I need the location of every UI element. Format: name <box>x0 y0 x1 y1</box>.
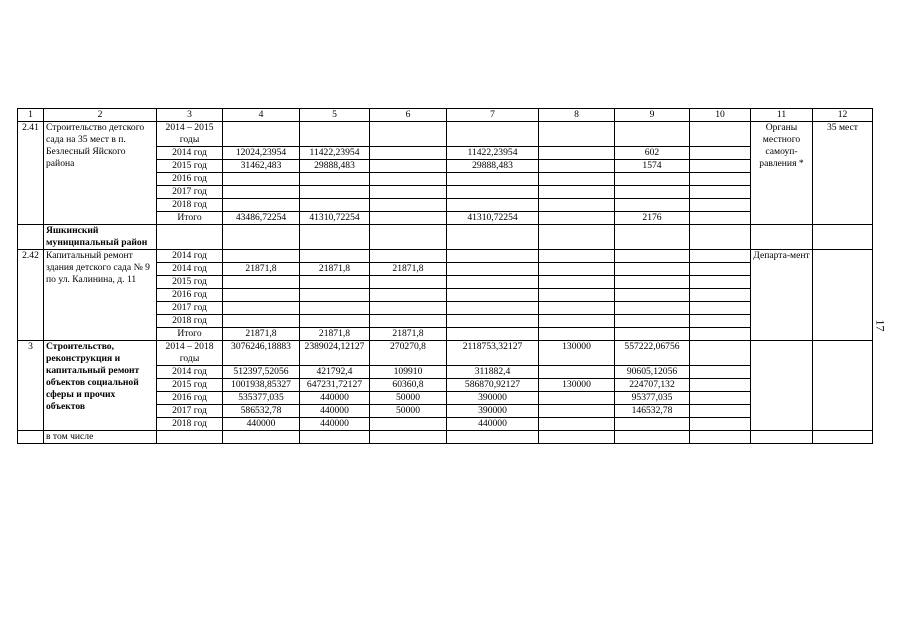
empty-cell <box>690 250 751 263</box>
amount-cell <box>447 199 539 212</box>
column-header: 1 <box>18 109 44 122</box>
amount-cell <box>615 328 690 341</box>
empty-cell <box>690 263 751 276</box>
including-label: в том числе <box>44 431 157 444</box>
amount-cell <box>539 186 615 199</box>
empty-cell <box>690 212 751 225</box>
row-number: 2.41 <box>18 122 44 225</box>
amount-cell: 557222,06756 <box>615 341 690 366</box>
amount-cell: 21871,8 <box>300 263 370 276</box>
amount-cell <box>370 173 447 186</box>
amount-cell: 21871,8 <box>370 328 447 341</box>
empty-cell <box>539 225 615 250</box>
amount-cell: 440000 <box>447 418 539 431</box>
amount-cell <box>539 418 615 431</box>
empty-cell <box>690 418 751 431</box>
amount-cell <box>539 405 615 418</box>
amount-cell <box>615 418 690 431</box>
amount-cell: 311882,4 <box>447 366 539 379</box>
empty-cell <box>690 289 751 302</box>
amount-cell <box>370 250 447 263</box>
empty-cell <box>615 431 690 444</box>
period-cell: Итого <box>157 212 223 225</box>
amount-cell: 647231,72127 <box>300 379 370 392</box>
empty-cell <box>690 225 751 250</box>
amount-cell <box>300 122 370 147</box>
footer-row <box>18 431 873 444</box>
amount-cell: 440000 <box>300 418 370 431</box>
empty-cell <box>690 173 751 186</box>
amount-cell <box>539 289 615 302</box>
empty-cell <box>690 315 751 328</box>
empty-cell <box>157 431 223 444</box>
amount-cell: 109910 <box>370 366 447 379</box>
amount-cell <box>447 186 539 199</box>
period-cell: 2014 – 2015 годы <box>157 122 223 147</box>
column-header: 7 <box>447 109 539 122</box>
amount-cell: 602 <box>615 147 690 160</box>
amount-cell: 29888,483 <box>447 160 539 173</box>
amount-cell: 29888,483 <box>300 160 370 173</box>
empty-cell <box>690 328 751 341</box>
amount-cell <box>223 173 300 186</box>
amount-cell <box>539 122 615 147</box>
amount-cell <box>539 302 615 315</box>
amount-cell <box>447 328 539 341</box>
amount-cell <box>615 186 690 199</box>
amount-cell <box>223 186 300 199</box>
amount-cell <box>447 263 539 276</box>
item-name: Строительство детского сада на 35 мест в п. Безлесный Яйского района <box>44 122 157 225</box>
empty-cell <box>18 225 44 250</box>
amount-cell <box>300 276 370 289</box>
amount-cell <box>539 392 615 405</box>
amount-cell: 60360,8 <box>370 379 447 392</box>
column-header: 9 <box>615 109 690 122</box>
amount-cell <box>447 250 539 263</box>
header-row <box>18 109 873 122</box>
amount-cell <box>615 122 690 147</box>
empty-cell <box>370 225 447 250</box>
amount-cell: 130000 <box>539 341 615 366</box>
empty-cell <box>690 147 751 160</box>
amount-cell: 2118753,32127 <box>447 341 539 366</box>
item-name: Капитальный ремонт здания детского сада № 9 по ул. Калинина, д. 11 <box>44 250 157 341</box>
result-cell <box>813 341 873 431</box>
amount-cell: 390000 <box>447 405 539 418</box>
column-header: 4 <box>223 109 300 122</box>
amount-cell <box>447 122 539 147</box>
column-header: 10 <box>690 109 751 122</box>
column-header: 11 <box>751 109 813 122</box>
empty-cell <box>690 302 751 315</box>
amount-cell <box>300 250 370 263</box>
amount-cell: 1574 <box>615 160 690 173</box>
period-cell: 2014 год <box>157 250 223 263</box>
amount-cell: 3076246,18883 <box>223 341 300 366</box>
amount-cell <box>370 289 447 302</box>
amount-cell: 535377,035 <box>223 392 300 405</box>
amount-cell: 12024,23954 <box>223 147 300 160</box>
empty-cell <box>813 225 873 250</box>
amount-cell <box>300 289 370 302</box>
amount-cell <box>370 199 447 212</box>
empty-cell <box>157 225 223 250</box>
amount-cell <box>370 186 447 199</box>
period-cell: 2017 год <box>157 302 223 315</box>
empty-cell <box>18 431 44 444</box>
amount-cell <box>615 173 690 186</box>
amount-cell: 440000 <box>223 418 300 431</box>
amount-cell <box>223 199 300 212</box>
period-cell: 2015 год <box>157 160 223 173</box>
period-cell: 2018 год <box>157 418 223 431</box>
amount-cell <box>539 173 615 186</box>
amount-cell: 95377,035 <box>615 392 690 405</box>
amount-cell <box>370 315 447 328</box>
amount-cell: 21871,8 <box>300 328 370 341</box>
period-cell: 2014 год <box>157 263 223 276</box>
amount-cell <box>300 173 370 186</box>
amount-cell <box>615 250 690 263</box>
row-number: 3 <box>18 341 44 431</box>
amount-cell <box>539 160 615 173</box>
amount-cell <box>223 315 300 328</box>
empty-cell <box>223 431 300 444</box>
amount-cell: 50000 <box>370 392 447 405</box>
empty-cell <box>300 431 370 444</box>
amount-cell: 90605,12056 <box>615 366 690 379</box>
amount-cell: 11422,23954 <box>447 147 539 160</box>
executor-cell <box>751 341 813 431</box>
amount-cell <box>539 199 615 212</box>
period-cell: 2017 год <box>157 186 223 199</box>
amount-cell: 512397,52056 <box>223 366 300 379</box>
amount-cell <box>447 289 539 302</box>
period-cell: 2014 год <box>157 366 223 379</box>
amount-cell: 421792,4 <box>300 366 370 379</box>
amount-cell <box>300 186 370 199</box>
amount-cell <box>447 173 539 186</box>
amount-cell <box>447 276 539 289</box>
period-cell: 2014 – 2018 годы <box>157 341 223 366</box>
amount-cell <box>223 122 300 147</box>
amount-cell: 43486,72254 <box>223 212 300 225</box>
empty-cell <box>690 186 751 199</box>
amount-cell: 41310,72254 <box>300 212 370 225</box>
page-number: 17 <box>873 319 888 332</box>
amount-cell: 224707,132 <box>615 379 690 392</box>
amount-cell <box>615 199 690 212</box>
period-cell: 2018 год <box>157 199 223 212</box>
empty-cell <box>690 392 751 405</box>
empty-cell <box>539 431 615 444</box>
empty-cell <box>690 379 751 392</box>
amount-cell <box>539 276 615 289</box>
amount-cell <box>223 302 300 315</box>
period-cell: 2017 год <box>157 405 223 418</box>
amount-cell <box>447 302 539 315</box>
amount-cell <box>300 199 370 212</box>
column-header: 8 <box>539 109 615 122</box>
empty-cell <box>447 431 539 444</box>
amount-cell <box>615 302 690 315</box>
amount-cell <box>300 302 370 315</box>
empty-cell <box>690 199 751 212</box>
amount-cell <box>539 212 615 225</box>
amount-cell: 146532,78 <box>615 405 690 418</box>
empty-cell <box>690 122 751 147</box>
amount-cell: 11422,23954 <box>300 147 370 160</box>
row-number: 2.42 <box>18 250 44 341</box>
amount-cell <box>615 276 690 289</box>
period-cell: 2014 год <box>157 147 223 160</box>
period-cell: 2016 год <box>157 173 223 186</box>
empty-cell <box>223 225 300 250</box>
amount-cell <box>539 366 615 379</box>
amount-cell <box>539 250 615 263</box>
amount-cell <box>370 122 447 147</box>
amount-cell: 440000 <box>300 392 370 405</box>
amount-cell <box>539 147 615 160</box>
amount-cell: 586870,92127 <box>447 379 539 392</box>
column-header: 6 <box>370 109 447 122</box>
amount-cell: 41310,72254 <box>447 212 539 225</box>
amount-cell: 21871,8 <box>223 328 300 341</box>
empty-cell <box>690 341 751 366</box>
amount-cell <box>223 276 300 289</box>
amount-cell: 390000 <box>447 392 539 405</box>
period-cell: 2015 год <box>157 276 223 289</box>
amount-cell: 130000 <box>539 379 615 392</box>
empty-cell <box>690 160 751 173</box>
empty-cell <box>615 225 690 250</box>
item-name: Строительство, реконструкция и капитальный ремонт объектов социальной сферы и прочих объектов <box>44 341 157 431</box>
empty-cell <box>690 405 751 418</box>
amount-cell: 586532,78 <box>223 405 300 418</box>
amount-cell <box>539 263 615 276</box>
empty-cell <box>690 276 751 289</box>
empty-cell <box>300 225 370 250</box>
period-cell: 2016 год <box>157 392 223 405</box>
table-row <box>18 341 873 366</box>
empty-cell <box>813 431 873 444</box>
empty-cell <box>447 225 539 250</box>
amount-cell <box>615 315 690 328</box>
amount-cell: 21871,8 <box>223 263 300 276</box>
period-cell: 2015 год <box>157 379 223 392</box>
amount-cell: 31462,483 <box>223 160 300 173</box>
amount-cell <box>370 160 447 173</box>
amount-cell <box>539 315 615 328</box>
amount-cell <box>370 302 447 315</box>
budget-table <box>17 108 873 444</box>
amount-cell: 2389024,12127 <box>300 341 370 366</box>
amount-cell <box>539 328 615 341</box>
executor-cell: Департа-мент <box>751 250 813 341</box>
empty-cell <box>690 366 751 379</box>
period-cell: 2018 год <box>157 315 223 328</box>
amount-cell: 440000 <box>300 405 370 418</box>
amount-cell <box>370 212 447 225</box>
amount-cell <box>223 250 300 263</box>
period-cell: 2016 год <box>157 289 223 302</box>
amount-cell <box>223 289 300 302</box>
amount-cell: 2176 <box>615 212 690 225</box>
amount-cell: 50000 <box>370 405 447 418</box>
empty-cell <box>751 225 813 250</box>
column-header: 2 <box>44 109 157 122</box>
column-header: 5 <box>300 109 370 122</box>
executor-cell: Органы местного самоуп-равления * <box>751 122 813 225</box>
district-name: Яшкинский муниципальный район <box>44 225 157 250</box>
amount-cell <box>370 418 447 431</box>
amount-cell <box>370 147 447 160</box>
amount-cell <box>370 276 447 289</box>
column-header: 12 <box>813 109 873 122</box>
amount-cell: 270270,8 <box>370 341 447 366</box>
column-header: 3 <box>157 109 223 122</box>
amount-cell <box>615 263 690 276</box>
amount-cell: 1001938,85327 <box>223 379 300 392</box>
empty-cell <box>370 431 447 444</box>
empty-cell <box>690 431 751 444</box>
amount-cell <box>615 289 690 302</box>
district-row <box>18 225 873 250</box>
table-row <box>18 122 873 147</box>
empty-cell <box>751 431 813 444</box>
result-cell: 35 мест <box>813 122 873 225</box>
amount-cell <box>447 315 539 328</box>
table-row <box>18 250 873 263</box>
period-cell: Итого <box>157 328 223 341</box>
amount-cell: 21871,8 <box>370 263 447 276</box>
result-cell <box>813 250 873 341</box>
amount-cell <box>300 315 370 328</box>
